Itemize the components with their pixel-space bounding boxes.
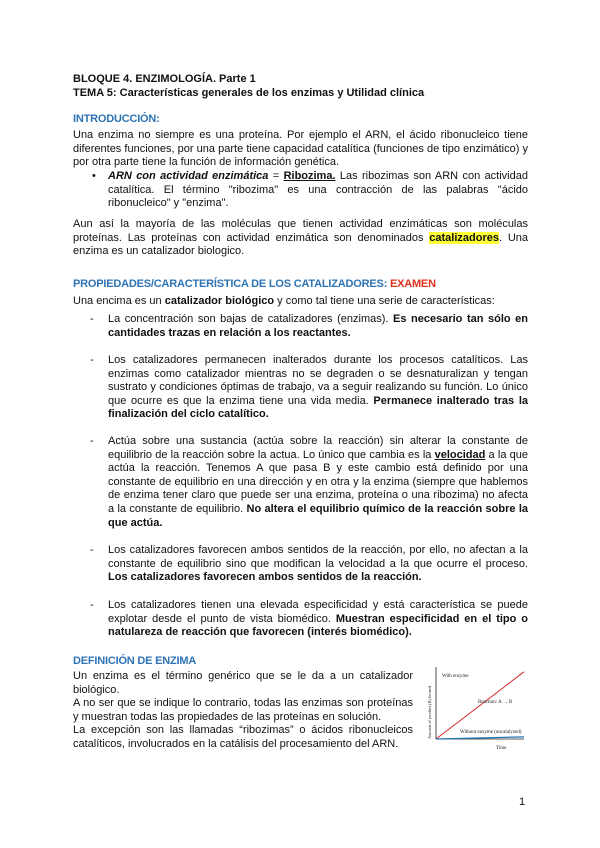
item-bold: Es necesario tan sólo en cantidades trazas en relación a los reactantes.	[108, 313, 528, 339]
catalizadores-highlight: catalizadores	[429, 231, 499, 244]
exam-label: EXAMEN	[389, 278, 436, 290]
para2-a: Aun así la mayoría de las moléculas que tienen actividad enzimáticas son moléculas proteínas. Las proteínas con actividad enzimática son denominados	[73, 218, 528, 244]
legend-with-enzyme: With enzyme	[442, 674, 469, 679]
bullet-ribozima: Ribozima.	[283, 170, 336, 182]
y-axis-label: Amount of product (B) formed	[427, 685, 432, 739]
chart-svg	[424, 663, 527, 761]
list-item	[108, 354, 528, 422]
item-text: Los catalizadores tienen una elevada especificidad y está característica se puede explotar desde el punto de vista biomédico.	[108, 599, 528, 625]
definition-p2: A no ser que se indique lo contrario, todas las enzimas son proteínas y muestran todas las propiedades de las proteínas en solución.	[73, 697, 413, 723]
item-bold: Permanece inalterado tras la finalización del ciclo catalítico.	[108, 394, 528, 421]
list-dash: -	[90, 599, 94, 611]
props-intro-bold: catalizador biológico	[164, 295, 275, 307]
bullet-rest: Las ribozimas son ARN con actividad catalítica. El término "ribozima" es una contracción de las palabras "ácido ribonucleico" y "enzima".	[108, 170, 528, 210]
item-bold: No altera el equilibrio químico de la reacción sobre la que actúa.	[108, 502, 529, 529]
bullet-dot: •	[92, 170, 96, 182]
definition-heading: DEFINICIÓN DE ENZIMA	[73, 655, 197, 667]
item-text-a: Actúa sobre una sustancia (actúa sobre la reacción) sin alterar la constante de equilibrio de la reacción sobre la actua. Lo único que cambia es la	[108, 435, 528, 461]
definition-paragraph	[73, 670, 413, 752]
para2-b: . Una enzima es un catalizador biologico.	[73, 231, 528, 258]
item-text-b: a la que actúa la reacción. Tenemos A que pasa B y este cambio está definido por una constante de equilibrio en una dirección y en otra y la enzima (siempre que hablemos de enzima tener claro que puede ser una enzima, proteína o una ribozima) no afecta a la constante de equilibrio.	[108, 448, 528, 515]
x-axis-label: Time	[496, 746, 507, 751]
definition-p3: La excepción son las llamadas “ribozimas” o ácidos ribonucleicos catalíticos, involucrados en la catálisis del procesamiento del ARN.	[73, 724, 413, 750]
item-text: Los catalizadores permanecen inalterados durante los procesos catalíticos. Las enzimas como catalizador mientras no se degraden o se desnaturalizan y tengan sustrato y condiciones óptimas de trabajo, va a seguir realizando su función. Lo único que ocurre es que la enzima tiene una vida media.	[108, 354, 528, 407]
chart-background	[424, 663, 527, 761]
list-dash: -	[90, 354, 94, 366]
list-dash: -	[90, 313, 94, 325]
item-bold: Los catalizadores favorecen ambos sentidos de la reacción.	[108, 571, 422, 584]
list-item	[108, 313, 528, 340]
list-dash: -	[90, 544, 94, 556]
props-heading	[73, 278, 436, 290]
list-item	[108, 599, 528, 640]
props-intro-b: y como tal tiene una serie de características:	[274, 295, 495, 307]
enzyme-chart	[424, 663, 527, 761]
reaction-annotation: Reaction: A → B	[478, 700, 513, 705]
bullet-eq: =	[268, 170, 284, 182]
legend-without-enzyme: Without enzyme (uncatalyzed)	[460, 730, 522, 735]
props-intro	[73, 295, 533, 309]
intro-heading: INTRODUCCIÓN:	[73, 113, 160, 125]
ribozima-bullet	[108, 170, 528, 211]
props-heading-text: PROPIEDADES/CARACTERÍSTICA DE LOS CATALIZADORES:	[73, 278, 390, 290]
velocidad-underlined: velocidad	[434, 448, 486, 461]
definition-p1: Un enzima es el término genérico que se le da a un catalizador biológico.	[73, 670, 413, 696]
list-item	[108, 544, 528, 585]
block-title: BLOQUE 4. ENZIMOLOGÍA. Parte 1	[73, 73, 256, 85]
props-intro-a: Una encima es un	[73, 295, 165, 307]
page-number: 1	[519, 796, 526, 808]
list-item	[108, 435, 528, 530]
bullet-term: ARN con actividad enzimática	[108, 170, 269, 182]
intro-paragraph-2	[73, 218, 528, 259]
tema-title: TEMA 5: Características generales de los enzimas y Utilidad clínica	[73, 87, 425, 99]
item-text: La concentración son bajas de catalizadores (enzimas).	[108, 313, 394, 325]
intro-paragraph-1: Una enzima no siempre es una proteína. Por ejemplo el ARN, el ácido ribonucleico tiene diferentes funciones, por una parte tiene capacidad catalítica (funciones de tipo enzimático) y por otra parte tiene la función de información genética.	[73, 129, 528, 169]
item-bold: Muestran especificidad en el tipo o natulareza de reacción que favorecen (interés biomédico).	[108, 612, 529, 639]
item-text: Los catalizadores favorecen ambos sentidos de la reacción, por ello, no afectan a la constante de equilibrio sino que modifican la velocidad a la que ocurre el proceso.	[108, 544, 528, 570]
list-dash: -	[90, 435, 94, 447]
